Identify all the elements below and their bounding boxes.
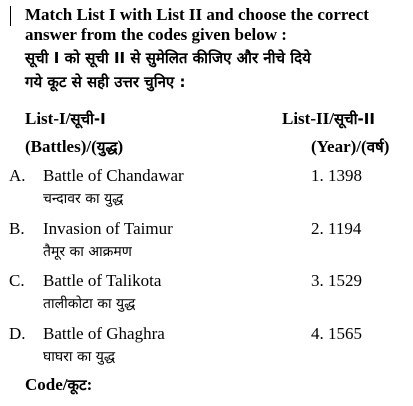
code-label-hindi: कूट — [67, 376, 87, 394]
list1-heading — [25, 108, 106, 130]
row-d-english: Battle of Ghaghra — [43, 324, 165, 343]
row-c-year: 3. 1529 — [311, 271, 362, 290]
code-label-english: Code/ — [25, 375, 68, 394]
row-c-letter: C. — [9, 271, 25, 290]
row-d-year: 4. 1565 — [311, 324, 362, 343]
row-a-letter: A. — [9, 166, 26, 185]
list2-title-hindi: सूची-II — [333, 110, 375, 128]
list2-sub-hindi: वर्ष — [366, 138, 384, 156]
row-a-english: Battle of Chandawar — [43, 166, 184, 185]
question-text-english-line2: answer from the codes given below : — [25, 25, 287, 44]
row-d-letter: D. — [9, 324, 26, 343]
row-c-english: Battle of Talikota — [43, 271, 162, 290]
row-b-hindi: तैमूर का आक्रमण — [43, 244, 132, 260]
question-text-english-line1: Match List I with List II and choose the correct — [25, 5, 369, 24]
list2-sub-close: ) — [383, 137, 390, 156]
list2-sub-english: (Year)/( — [311, 137, 367, 156]
list1-subheading — [25, 136, 123, 158]
list1-sub-close: ) — [117, 137, 124, 156]
list2-subheading — [311, 136, 389, 158]
list1-sub-hindi: युद्ध — [96, 138, 118, 156]
question-marker-bar — [10, 6, 11, 26]
row-b-year: 2. 1194 — [311, 219, 362, 238]
row-c-hindi: तालीकोटा का युद्ध — [43, 296, 136, 312]
code-label-colon: : — [86, 375, 93, 394]
question-text-hindi-line2: गये कूट से सही उत्तर चुनिए : — [25, 73, 186, 91]
row-d-hindi: घाघरा का युद्ध — [43, 349, 116, 365]
row-a-hindi: चन्दावर का युद्ध — [43, 191, 124, 207]
row-b-letter: B. — [9, 219, 25, 238]
list1-sub-english: (Battles)/( — [25, 137, 97, 156]
list2-heading — [282, 108, 375, 130]
row-a-year: 1. 1398 — [311, 166, 362, 185]
list2-title-english: List-II/ — [282, 109, 334, 128]
question-text-hindi-line1: सूची I को सूची II से सुमेलित कीजिए और नीचे दिये — [25, 49, 311, 67]
row-b-english: Invasion of Taimur — [43, 219, 173, 238]
list1-title-hindi: सूची-I — [70, 110, 106, 128]
code-label — [25, 374, 92, 396]
list1-title-english: List-I/ — [25, 109, 71, 128]
